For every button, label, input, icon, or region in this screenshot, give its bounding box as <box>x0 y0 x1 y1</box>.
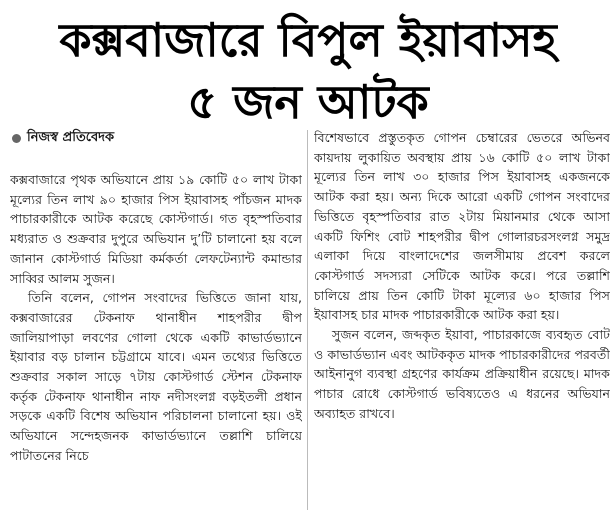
headline-line-1: কক্সবাজারে বিপুল ইয়াবাসহ <box>59 13 557 67</box>
headline-line-2: ৫ জন আটক <box>187 75 429 129</box>
paragraph: কক্সবাজারে পৃথক অভিযানে প্রায় ১৯ কোটি ৫০ লাখ টাকা মূল্যের তিন লাখ ৯০ হাজার পিস ইয়াবাসহ পাঁচজন মাদক পাচারকারীকে আটক করেছে কোস্টগার্ড। গত বৃহস্পতিবার মধ্যরাত ও শুক্রবার দুপুরে অভিযান দু’টি চালানো হয় বলে জানান কোস্টগার্ড মিডিয়া কর্মকর্তা লেফটেন্যান্ট কমান্ডার সাব্বির আলম সুজন। <box>10 172 302 286</box>
byline <box>10 128 302 148</box>
paragraph: তিনি বলেন, গোপন সংবাদের ভিত্তিতে জানা যায়, কক্সবাজারের টেকনাফ থানাধীন শাহপরীর দ্বীপ জালিয়াপাড়া লবণের গোলা থেকে একটি কাভার্ডভ্যানে ইয়াবার বড় চালান চট্টগ্রামে যাবে। এমন তথ্যের ভিত্তিতে শুক্রবার সকাল সাড়ে ৭টায় কোস্টগার্ড স্টেশন টেকনাফ কর্তৃক টেকনাফ থানাধীন নাফ নদীসংলগ্ন বড়ইতলী প্রধান সড়কে একটি বিশেষ অভিযান পরিচালনা চালানো হয়। ওই অভিযানে সন্দেহজনক কাভার্ডভ্যানে তল্লাশি চালিয়ে পাটাতনের নিচে <box>10 290 302 463</box>
paragraph: বিশেষভাবে প্রস্তুতকৃত গোপন চেম্বারের ভেতরে অভিনব কায়দায় লুকায়িত অবস্থায় প্রায় ১৬ কোটি ৫০ লাখ টাকা মূল্যের তিন লাখ ৩০ হাজার পিস ইয়াবাসহ একজনকে আটক করা হয়। অন্য দিকে আরো একটি গোপন সংবাদের ভিত্তিতে বৃহস্পতিবার রাত ২টায় মিয়ানমার থেকে আসা একটি ফিশিং বোট শাহপরীর দ্বীপ গোলারচরসংলগ্ন সমুদ্র এলাকা দিয়ে বাংলাদেশের জলসীমায় প্রবেশ করলে কোস্টগার্ড সদস্যরা সেটিকে আটক করে। পরে তল্লাশি চালিয়ে প্রায় তিন কোটি টাকা মূল্যের ৬০ হাজার পিস ইয়াবাসহ চার মাদক পাচারকারীকে আটক করা হয়। <box>314 130 610 323</box>
article-column-right <box>314 128 610 512</box>
column-divider <box>307 130 308 510</box>
paragraph: সুজন বলেন, জব্দকৃত ইয়াবা, পাচারকাজে ব্যবহৃত বোট ও কাভার্ডভ্যান এবং আটককৃত মাদক পাচারকারীদের পরবর্তী আইনানুগ ব্যবস্থা গ্রহণের কার্যক্রম প্রক্রিয়াধীন রয়েছে। মাদক পাচার রোধে কোস্টগার্ড ভবিষ্যতেও এ ধরনের অভিযান অব্যাহত রাখবে। <box>314 327 610 421</box>
byline-text: নিজস্ব প্রতিবেদক <box>27 130 115 145</box>
bullet-dot-icon <box>12 134 21 143</box>
article-column-left <box>10 128 302 512</box>
